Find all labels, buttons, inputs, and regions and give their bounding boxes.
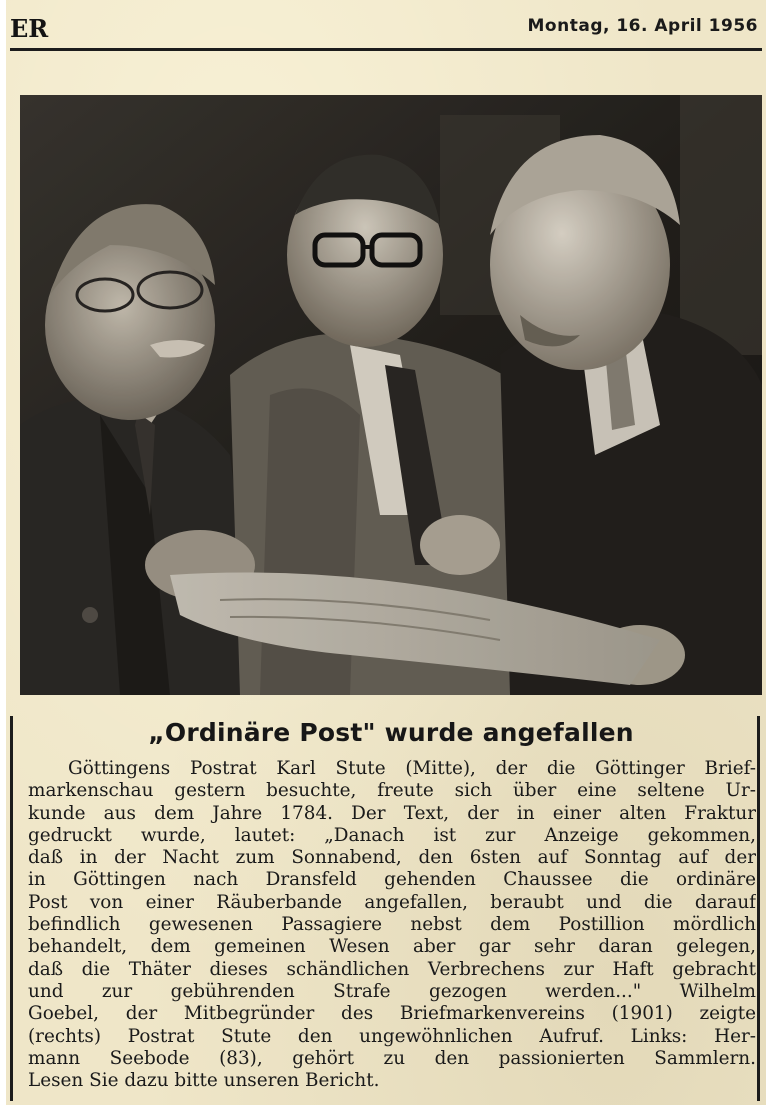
- article-line: befindlich gewesenen Passagiere nebst dem Postillion mördlich: [28, 914, 756, 936]
- masthead-rule: [10, 48, 762, 51]
- article-line: und zur gebührenden Strafe gezogen werden..." Wilhelm: [28, 980, 756, 1002]
- newspaper-clipping: [6, 0, 766, 1105]
- article-line: daß die Thäter dieses schändlichen Verbrechens zur Haft gebracht: [28, 958, 756, 980]
- article-line: in Göttingen nach Dransfeld gehenden Chaussee die ordinäre: [28, 869, 756, 891]
- article-border-right: [757, 716, 760, 1101]
- newspaper-name-fragment: ER: [10, 14, 49, 43]
- press-photo: [20, 95, 762, 695]
- article-line: Goebel, der Mitbegründer des Briefmarkenvereins (1901) zeigte: [28, 1003, 756, 1025]
- article-line: Post von einer Räuberbande angefallen, beraubt und die darauf: [28, 891, 756, 913]
- article-line: behandelt, dem gemeinen Wesen aber gar sehr daran gelegen,: [28, 936, 756, 958]
- article-headline: „Ordinäre Post" wurde angefallen: [148, 718, 634, 747]
- article-body: [28, 758, 756, 1092]
- photo-three-men-icon: [20, 95, 762, 695]
- article-line: Göttingens Postrat Karl Stute (Mitte), der die Göttinger Brief-: [68, 758, 756, 779]
- article-line: daß in der Nacht zum Sonnabend, den 6sten auf Sonntag auf der: [28, 847, 756, 869]
- article-line: (rechts) Postrat Stute den ungewöhnlichen Aufruf. Links: Her-: [28, 1025, 756, 1047]
- issue-date: Montag, 16. April 1956: [527, 16, 758, 36]
- article-line: gedruckt wurde, lautet: „Danach ist zur Anzeige gekommen,: [28, 824, 756, 846]
- article-line: mann Seebode (83), gehört zu den passionierten Sammlern.: [28, 1047, 756, 1069]
- article-line: kunde aus dem Jahre 1784. Der Text, der in einer alten Fraktur: [28, 802, 756, 824]
- article-line: Lesen Sie dazu bitte unseren Bericht.: [28, 1070, 380, 1092]
- masthead: [6, 0, 766, 52]
- article-border-left: [10, 716, 13, 1101]
- article-line: markenschau gestern besuchte, freute sich über eine seltene Ur-: [28, 780, 756, 802]
